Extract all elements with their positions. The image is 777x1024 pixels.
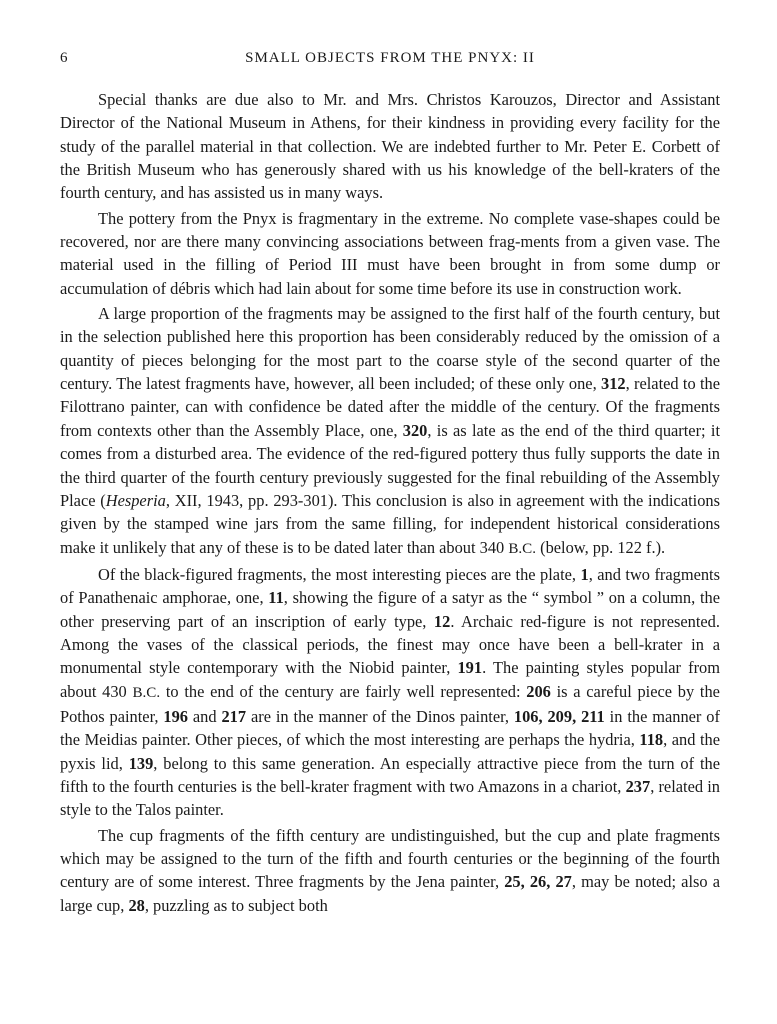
catalogue-number: 1 — [580, 564, 589, 584]
page-number: 6 — [60, 50, 69, 66]
paragraph-pottery-overview: The pottery from the Pnyx is fragmentary in the extreme. No complete vase-shapes could be recovered, nor are there many convincing associations between frag-ments from a given vase. The material used in the filling of Period III must have been brought in from some dump or accumulation of débris which had lain about for some time before its use in construction work. — [60, 208, 720, 298]
catalogue-number: 196 — [163, 706, 188, 726]
paragraph-cup-fragments: The cup fragments of the fifth century are undistinguished, but the cup and plate fragments which may be assigned to the turn of the fifth and fourth centuries or the beginning of the fourth century are of some interest. Three fragments by the Jena painter, 25, 26, 27, may be noted; also a large cup, 28, puzzling as to subject both — [60, 825, 721, 915]
catalogue-number: 118 — [639, 730, 664, 750]
catalogue-number: 106, 209, 211 — [513, 706, 605, 726]
catalogue-number: 320 — [402, 420, 428, 440]
catalogue-number: 28 — [128, 895, 145, 915]
catalogue-number: 312 — [601, 374, 626, 394]
catalogue-number: 11 — [268, 588, 284, 608]
catalogue-number: 237 — [625, 776, 651, 796]
journal-title: Hesperia — [105, 490, 166, 510]
paragraph-dating: A large proportion of the fragments may be assigned to the first half of the fourth century, but in the selection published here this proportion has been considerably reduced by the omission of a quantity of pieces belonging for the most part to the coarse style of the second quarter of the century. The latest fragments have, however, all been included; of these only one, 312, related to the Filottrano painter, can with confidence be dated after the middle of the century. Of the fragments from contexts other than the Assembly Place, one, 320, is as late as the end of the third quarter; it comes from a disturbed area. The evidence of the red-figured pottery thus fully supports the date in the third quarter of the fourth century previously suggested for the final rebuilding of the Assembly Place (Hesperia, XII, 1943, pp. 293-301). This conclusion is also in agreement with the indications given by the stamped wine jars from the same filling, for independent historical considerations make it unlikely that any of these is to be dated later than about 340 B.C. (below, pp. 122 f.). — [60, 304, 720, 557]
catalogue-number: 206 — [526, 681, 551, 701]
paragraph-acknowledgements: Special thanks are due also to Mr. and Mrs. Christos Karouzos, Director and Assistant Director of the National Museum in Athens, for their kindness in providing every facility for the study of the parallel material in that collection. We are indebted further to Mr. Peter E. Corbett of the British Museum who has generously shared with us his knowledge of the bell-kraters of the fourth century, and has assisted us in many ways. — [60, 90, 720, 203]
page-header — [60, 50, 720, 74]
running-title: SMALL OBJECTS FROM THE PNYX: II — [245, 50, 535, 66]
body-text — [60, 88, 720, 919]
catalogue-number: 139 — [128, 753, 154, 773]
paragraph-black-figure: Of the black-figured fragments, the most interesting pieces are the plate, 1, and two fragments of Panathenaic amphorae, one, 11, showing the figure of a satyr as the “ symbol ” on a column, the other preserving part of an inscription of early type, 12. Archaic red-figure is not represented. Among the vases of the classical periods, the finest may once have been a bell-krater in a monumental style contemporary with the Niobid painter, 191. The painting styles popular from about 430 B.C. to the end of the century are fairly well represented: 206 is a careful piece by the Pothos painter, 196 and 217 are in the manner of the Dinos painter, 106, 209, 211 in the manner of the Meidias painter. Other pieces, of which the most interesting are perhaps the hydria, 118, and the pyxis lid, 139, belong to this same generation. An especially attractive piece from the turn of the fifth to the fourth centuries is the bell-krater fragment with two Amazons in a chariot, 237, related in style to the Talos painter. — [60, 564, 721, 820]
catalogue-number: 217 — [221, 706, 247, 726]
catalogue-number: 12 — [433, 611, 451, 631]
catalogue-number: 25, 26, 27 — [504, 872, 572, 892]
catalogue-number: 191 — [457, 658, 483, 678]
